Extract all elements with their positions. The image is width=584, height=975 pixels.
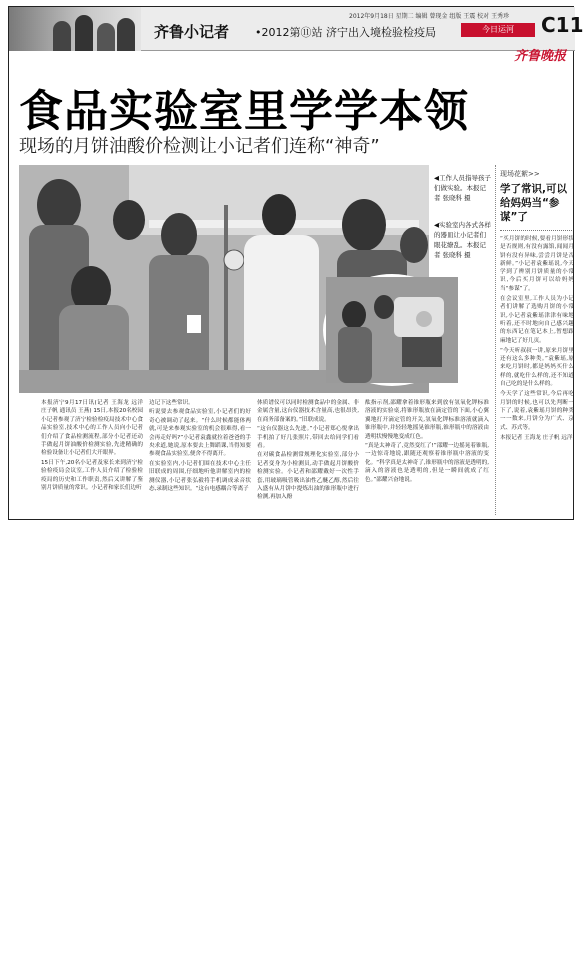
inset-photo (323, 274, 461, 386)
paragraph: “这台仪器这么先进。”小记者郑心悦拿出手机拍了好几张照片,带回去给同学们看看。 (257, 426, 359, 450)
paper-logo: 齐鲁晚报 (514, 49, 567, 64)
body-column-1 (41, 399, 143, 493)
paragraph: 今天学了这些常识,今后再吃月饼的时候,也可以先判断一下了,说着,袁紫瑶月饼的种类一一数来,月饼分为广式、京式、苏式等。 (500, 391, 574, 431)
photo-caption-1: ◀工作人员指导孩子们做实验。本报记者 张晓科 摄 (434, 174, 491, 202)
sidebar-divider (500, 230, 572, 231)
sidebar-title: 学了常识,可以给妈妈当“参谋”了 (500, 183, 567, 223)
paragraph: 本报济宁9月17日讯(记者 王海龙 远洋 庄子帆 通讯员 王燕) 15日,本报20名校园小记者参观了济宁检验检疫局技术中心食品实验室,技术中心的工作人员向小记者们介绍了食品检测流程,部分小记者还动手做起月饼油酸价检测实验,先进精确的检验设备让小记者们大开眼界。 (41, 400, 143, 457)
paragraph: 在会议室里,工作人员为小记者们讲解了选购月饼的小常识,小记者袁紫瑶津津有味地听着,还不时地向自己感兴趣的东西记在笔记本上,暂想跟麻地记了好几页。 (500, 296, 574, 344)
section-badge: 今日运河 (461, 23, 535, 37)
sidebar (495, 165, 573, 515)
sidebar-kicker: 现场花絮>> (500, 170, 540, 178)
headline: 食品实验室里学学本领 (19, 86, 469, 137)
edition-meta: 2012年9月18日 星期二 编辑 曾现金 组版 王震 校对 王秀珍 (349, 13, 510, 20)
paragraph: 在实验室内,小记者们围在技术中心主任旧联成的周围,仔细地听他讲解室内的检测仪器,小记者张弘毅将手机调成录音状态,录制这些知识。“这台电感耦合等离子 (149, 460, 251, 493)
paragraph: 体质谱仪可以同时检测食品中的金属、非金属含量,这台仪器技术含量高,也很昂贵,在商务部备案的。”旧联成说。 (257, 400, 359, 423)
byline: 本报记者 王海龙 庄子帆 远洋 (500, 434, 573, 441)
column-name: 齐鲁小记者 (154, 23, 230, 41)
page-header (9, 7, 584, 64)
paragraph: “今天听叔叔一讲,原来月饼里还有这么多种类。”袁紫瑶,原来吃月饼时,都是妈妈买什么样的,就吃什么样的,还不知道自己吃的是什么样的。 (500, 347, 574, 388)
paragraph: 听说要去参观食品实验室,小记者们的好奇心被调动了起来。“什么时候都能体两就,可是来参观实验室的机会很难得,看一会再走好吗?”小记者袁鑫就拉着爸爸的手央求道,她说,原本要去上舞蹈课,当得知要参观食品实验室,便舍不得离开。 (149, 409, 251, 458)
body-column-3 (257, 399, 359, 503)
page-number: C11 (541, 13, 584, 37)
subheadline: 现场的月饼油酸价检测让小记者们连称“神奇” (19, 136, 380, 157)
header-kids-photo (9, 7, 141, 51)
newspaper-page (8, 6, 584, 520)
paragraph: 在对碳食品检测常规理化实验室,部分小记者变身为小检测员,动手做起月饼酸价检测实验。小记者和邵耀戴好一次性手套,用玻璃吸管吸出油性乙醚乙醇,然后往入盛有从月饼中提炼出油的锥形瓶中进行检测,再加入酚 (257, 452, 359, 501)
station-label: •2012第⑪站 济宁出入境检验检疫局 (255, 26, 436, 39)
paragraph: 酞指示剂,邵耀拿着锥形瓶来到放有氢氧化钾标准溶液的实验桌,将锥形瓶放在滴定管的下面,小心翼翼地打开滴定管的开关,氢氧化钾标准溶液就滴入锥形瓶中,并轻轻地摇晃锥形瓶,锥形瓶中的溶液由透明状慢慢地变成红色。 (365, 400, 489, 440)
body-column-4 (365, 399, 489, 485)
sidebar-text (500, 235, 574, 442)
body-column-2 (149, 399, 251, 494)
paragraph: “买月饼的时候,要看月饼形状是否规则,有没有露馅,闻闻月饼有没有异味,尝尝月饼是否新鲜。”小记者袁紫瑶说,今天学到了辨别月饼质量的小常识,今后买月饼可以给妈妈当“参谋”了。 (500, 236, 574, 292)
paragraph: 15日下午,20名小记者及家长来到济宁检验检疫局会议室,工作人员介绍了检验检疫局的历史和工作职责,然后又讲解了鉴别月饼质量的常识。小记者和家长们边听 (41, 459, 143, 492)
paragraph: 边记下这些常识。 (149, 400, 194, 406)
paragraph: “真是太神奇了,竟然变红了!”邵耀一边摇晃着锥瓶,一边惊奇地说,跟随还观察着锥形瓶中溶液的变化。“科学真是太神奇了,锥形瓶中的溶液是透明的,滴入的溶液也是透明的,但是一瞬间就成了红色。”邵耀兴奋地说。 (365, 443, 489, 483)
photo-caption-2: ◀实验室内各式各样的器皿让小记者们眼花缭乱。本报记者 张晓科 摄 (434, 221, 491, 259)
inset-illustration (326, 277, 458, 383)
